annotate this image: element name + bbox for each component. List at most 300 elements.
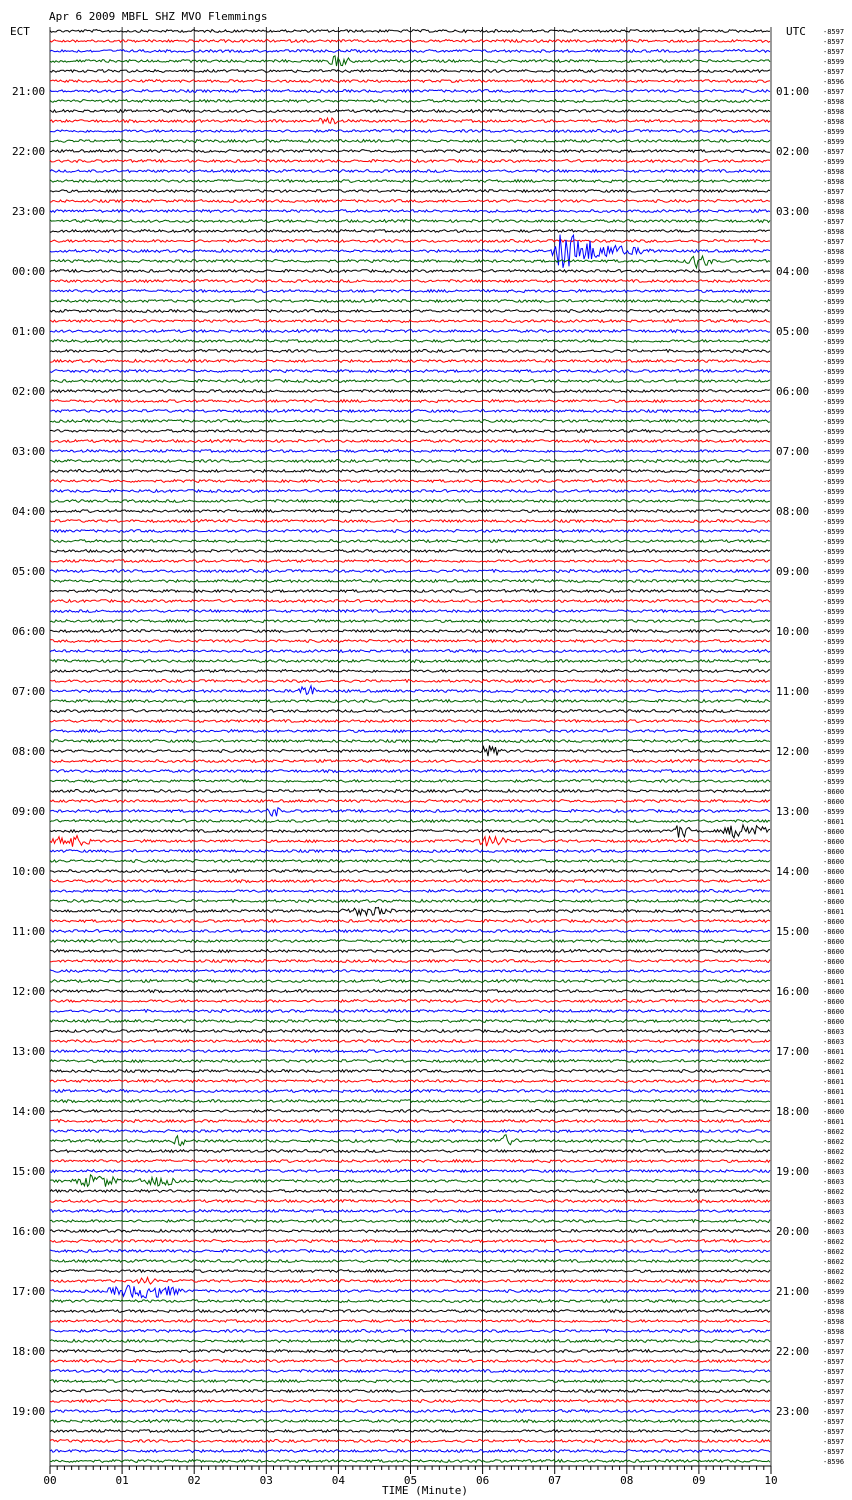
- trace-55: [50, 580, 770, 583]
- x-tick-label: 00: [43, 1474, 57, 1487]
- trace-value-label: -8600: [823, 828, 845, 836]
- trace-140: [50, 1430, 770, 1433]
- trace-100: [50, 1030, 770, 1033]
- trace-21: [50, 240, 770, 243]
- trace-value-label: -8602: [823, 1278, 845, 1286]
- left-hour-label: 06:00: [12, 625, 46, 638]
- trace-115: [50, 1175, 770, 1187]
- trace-value-label: -8599: [823, 738, 845, 746]
- trace-62: [50, 650, 770, 653]
- trace-value-label: -8603: [823, 1198, 845, 1206]
- trace-67: [50, 700, 770, 703]
- trace-58: [50, 610, 770, 613]
- trace-value-label: -8599: [823, 558, 845, 566]
- trace-4: [50, 70, 770, 73]
- trace-value-label: -8601: [823, 1048, 845, 1056]
- trace-value-label: -8598: [823, 1318, 845, 1326]
- trace-37: [50, 400, 770, 403]
- trace-value-label: -8599: [823, 638, 845, 646]
- trace-value-label: -8599: [823, 488, 845, 496]
- trace-value-label: -8599: [823, 668, 845, 676]
- trace-73: [50, 760, 770, 763]
- trace-2: [50, 50, 770, 53]
- trace-119: [50, 1220, 770, 1223]
- right-hour-label: 22:00: [776, 1345, 810, 1358]
- trace-value-label: -8599: [823, 158, 845, 166]
- trace-value-label: -8600: [823, 1108, 845, 1116]
- trace-value-label: -8597: [823, 1438, 845, 1446]
- trace-105: [50, 1080, 770, 1083]
- trace-value-label: -8600: [823, 938, 845, 946]
- trace-72: [50, 745, 770, 756]
- trace-28: [50, 310, 770, 313]
- trace-107: [50, 1100, 770, 1103]
- trace-value-label: -8603: [823, 1168, 845, 1176]
- trace-value-label: -8600: [823, 798, 845, 806]
- trace-120: [50, 1230, 770, 1233]
- trace-value-label: -8599: [823, 628, 845, 636]
- trace-value-label: -8602: [823, 1148, 845, 1156]
- x-tick-label: 08: [620, 1474, 634, 1487]
- trace-32: [50, 350, 770, 353]
- trace-value-label: -8599: [823, 608, 845, 616]
- right-hour-label: 07:00: [776, 445, 810, 458]
- trace-value-label: -8599: [823, 368, 845, 376]
- trace-value-label: -8599: [823, 448, 845, 456]
- trace-value-label: -8602: [823, 1158, 845, 1166]
- trace-value-label: -8598: [823, 98, 845, 106]
- trace-31: [50, 340, 770, 343]
- right-hour-label: 03:00: [776, 205, 810, 218]
- trace-63: [50, 660, 770, 663]
- trace-value-label: -8598: [823, 1308, 845, 1316]
- right-hour-label: 01:00: [776, 85, 810, 98]
- trace-65: [50, 680, 770, 683]
- left-hour-label: 23:00: [12, 205, 46, 218]
- left-hour-label: 17:00: [12, 1285, 46, 1298]
- trace-value-label: -8600: [823, 788, 845, 796]
- trace-value-label: -8599: [823, 688, 845, 696]
- trace-103: [50, 1060, 770, 1063]
- trace-value-label: -8602: [823, 1248, 845, 1256]
- trace-53: [50, 560, 770, 563]
- trace-116: [50, 1190, 770, 1193]
- left-hour-label: 14:00: [12, 1105, 46, 1118]
- trace-value-label: -8599: [823, 518, 845, 526]
- trace-42: [50, 450, 770, 453]
- right-hour-label: 19:00: [776, 1165, 810, 1178]
- trace-value-label: -8602: [823, 1188, 845, 1196]
- right-hour-label: 11:00: [776, 685, 810, 698]
- trace-82: [50, 850, 770, 853]
- trace-85: [50, 880, 770, 883]
- trace-44: [50, 470, 770, 473]
- trace-92: [50, 950, 770, 953]
- trace-122: [50, 1250, 770, 1253]
- trace-90: [50, 930, 770, 933]
- trace-value-label: -8597: [823, 1348, 845, 1356]
- trace-value-label: -8599: [823, 698, 845, 706]
- trace-117: [50, 1200, 770, 1203]
- left-hour-label: 16:00: [12, 1225, 46, 1238]
- trace-83: [50, 860, 770, 863]
- trace-value-label: -8599: [823, 758, 845, 766]
- trace-1: [50, 40, 770, 43]
- trace-77: [50, 800, 770, 803]
- trace-101: [50, 1040, 770, 1043]
- trace-value-label: -8601: [823, 1098, 845, 1106]
- trace-70: [50, 730, 770, 733]
- trace-45: [50, 480, 770, 483]
- left-hour-label: 19:00: [12, 1405, 46, 1418]
- right-hour-label: 14:00: [776, 865, 810, 878]
- trace-102: [50, 1050, 770, 1053]
- trace-value-label: -8602: [823, 1238, 845, 1246]
- left-hour-label: 11:00: [12, 925, 46, 938]
- trace-41: [50, 440, 770, 443]
- trace-110: [50, 1130, 770, 1133]
- trace-95: [50, 980, 770, 983]
- trace-131: [50, 1340, 770, 1343]
- trace-value-label: -8600: [823, 878, 845, 886]
- x-tick-label: 07: [548, 1474, 562, 1487]
- trace-19: [50, 220, 770, 223]
- trace-84: [50, 870, 770, 873]
- trace-value-label: -8603: [823, 1038, 845, 1046]
- trace-value-label: -8597: [823, 148, 845, 156]
- trace-value-label: -8597: [823, 1408, 845, 1416]
- trace-value-label: -8599: [823, 658, 845, 666]
- trace-61: [50, 640, 770, 643]
- trace-value-label: -8599: [823, 708, 845, 716]
- trace-97: [50, 1000, 770, 1003]
- trace-value-label: -8599: [823, 358, 845, 366]
- right-hour-label: 16:00: [776, 985, 810, 998]
- trace-value-label: -8599: [823, 728, 845, 736]
- trace-33: [50, 360, 770, 363]
- trace-20: [50, 230, 770, 233]
- trace-125: [50, 1277, 770, 1284]
- right-hour-label: 20:00: [776, 1225, 810, 1238]
- trace-value-label: -8597: [823, 1448, 845, 1456]
- trace-value-label: -8599: [823, 468, 845, 476]
- trace-139: [50, 1420, 770, 1423]
- trace-12: [50, 150, 770, 153]
- trace-69: [50, 720, 770, 723]
- trace-value-label: -8603: [823, 1208, 845, 1216]
- trace-value-label: -8602: [823, 1058, 845, 1066]
- trace-78: [50, 808, 770, 817]
- left-hour-label: 01:00: [12, 325, 46, 338]
- trace-value-label: -8597: [823, 1338, 845, 1346]
- trace-value-label: -8601: [823, 888, 845, 896]
- trace-129: [50, 1320, 770, 1323]
- trace-38: [50, 410, 770, 413]
- trace-value-label: -8600: [823, 1018, 845, 1026]
- trace-value-label: -8599: [823, 138, 845, 146]
- trace-value-label: -8600: [823, 968, 845, 976]
- minute-gridlines: [50, 27, 771, 1466]
- trace-23: [50, 256, 770, 268]
- trace-value-label: -8599: [823, 588, 845, 596]
- trace-value-label: -8600: [823, 988, 845, 996]
- trace-127: [50, 1300, 770, 1303]
- left-hour-label: 05:00: [12, 565, 46, 578]
- trace-value-label: -8596: [823, 1458, 845, 1466]
- right-hour-label: 15:00: [776, 925, 810, 938]
- trace-value-label: -8600: [823, 898, 845, 906]
- trace-134: [50, 1370, 770, 1373]
- trace-98: [50, 1010, 770, 1013]
- trace-29: [50, 320, 770, 323]
- trace-141: [50, 1440, 770, 1443]
- trace-10: [50, 130, 770, 133]
- trace-142: [50, 1450, 770, 1453]
- trace-133: [50, 1360, 770, 1363]
- trace-48: [50, 510, 770, 513]
- trace-49: [50, 520, 770, 523]
- trace-value-label: -8602: [823, 1128, 845, 1136]
- trace-value-label: -8597: [823, 1358, 845, 1366]
- left-hour-label: 21:00: [12, 85, 46, 98]
- left-hour-label: 12:00: [12, 985, 46, 998]
- left-hour-label: 13:00: [12, 1045, 46, 1058]
- trace-value-label: -8598: [823, 1298, 845, 1306]
- trace-24: [50, 270, 770, 273]
- trace-136: [50, 1390, 770, 1393]
- trace-value-label: -8597: [823, 88, 845, 96]
- trace-59: [50, 620, 770, 623]
- trace-18: [50, 210, 770, 213]
- trace-value-label: -8597: [823, 38, 845, 46]
- trace-112: [50, 1150, 770, 1153]
- trace-123: [50, 1260, 770, 1263]
- trace-40: [50, 430, 770, 433]
- left-hour-label: 03:00: [12, 445, 46, 458]
- trace-value-label: -8599: [823, 408, 845, 416]
- trace-value-label: -8597: [823, 1428, 845, 1436]
- right-hour-label: 02:00: [776, 145, 810, 158]
- trace-value-label: -8598: [823, 198, 845, 206]
- trace-6: [50, 90, 770, 93]
- trace-91: [50, 940, 770, 943]
- right-hour-label: 12:00: [776, 745, 810, 758]
- right-axis-label: UTC: [786, 25, 806, 38]
- trace-value-label: -8596: [823, 78, 845, 86]
- trace-value-label: -8599: [823, 808, 845, 816]
- right-hour-label: 08:00: [776, 505, 810, 518]
- left-hour-label: 00:00: [12, 265, 46, 278]
- trace-value-label: -8599: [823, 278, 845, 286]
- trace-value-label: -8601: [823, 1068, 845, 1076]
- trace-111: [50, 1135, 770, 1146]
- trace-value-label: -8599: [823, 568, 845, 576]
- left-hour-label: 10:00: [12, 865, 46, 878]
- trace-118: [50, 1210, 770, 1213]
- trace-value-label: -8599: [823, 678, 845, 686]
- trace-value-label: -8599: [823, 378, 845, 386]
- trace-value-label: -8599: [823, 418, 845, 426]
- trace-value-label: -8597: [823, 68, 845, 76]
- trace-value-label: -8599: [823, 308, 845, 316]
- trace-81: [50, 836, 770, 847]
- trace-value-label: -8598: [823, 178, 845, 186]
- trace-14: [50, 170, 770, 173]
- trace-value-label: -8599: [823, 458, 845, 466]
- trace-80: [50, 825, 770, 838]
- trace-value-label: -8599: [823, 58, 845, 66]
- trace-value-label: -8600: [823, 868, 845, 876]
- trace-99: [50, 1020, 770, 1023]
- right-hour-label: 18:00: [776, 1105, 810, 1118]
- trace-138: [50, 1410, 770, 1413]
- trace-value-label: -8597: [823, 218, 845, 226]
- trace-value-label: -8599: [823, 398, 845, 406]
- trace-108: [50, 1110, 770, 1113]
- trace-17: [50, 200, 770, 203]
- trace-143: [50, 1460, 770, 1463]
- right-hour-label: 17:00: [776, 1045, 810, 1058]
- trace-39: [50, 420, 770, 423]
- right-hour-label: 13:00: [776, 805, 810, 818]
- trace-value-label: -8598: [823, 118, 845, 126]
- trace-51: [50, 540, 770, 543]
- trace-value-label: -8599: [823, 748, 845, 756]
- trace-60: [50, 630, 770, 633]
- trace-35: [50, 380, 770, 383]
- trace-value-label: -8599: [823, 508, 845, 516]
- trace-value-label: -8599: [823, 768, 845, 776]
- trace-value-label: -8600: [823, 858, 845, 866]
- trace-value-label: -8599: [823, 328, 845, 336]
- right-hour-label: 09:00: [776, 565, 810, 578]
- trace-75: [50, 780, 770, 783]
- trace-value-label: -8601: [823, 818, 845, 826]
- trace-value-label: -8599: [823, 438, 845, 446]
- trace-value-label: -8600: [823, 918, 845, 926]
- x-tick-label: 03: [259, 1474, 273, 1487]
- trace-89: [50, 920, 770, 923]
- trace-value-label: -8600: [823, 998, 845, 1006]
- trace-value-label: -8597: [823, 1398, 845, 1406]
- trace-57: [50, 600, 770, 603]
- right-hour-label: 05:00: [776, 325, 810, 338]
- left-hour-label: 08:00: [12, 745, 46, 758]
- trace-137: [50, 1400, 770, 1403]
- trace-3: [50, 56, 770, 66]
- trace-value-labels: [823, 28, 844, 1466]
- trace-34: [50, 370, 770, 373]
- trace-5: [50, 80, 770, 83]
- trace-16: [50, 190, 770, 193]
- trace-value-label: -8598: [823, 268, 845, 276]
- trace-value-label: -8599: [823, 288, 845, 296]
- trace-124: [50, 1270, 770, 1273]
- trace-66: [50, 686, 770, 695]
- trace-56: [50, 590, 770, 593]
- trace-value-label: -8598: [823, 208, 845, 216]
- trace-value-label: -8599: [823, 1288, 845, 1296]
- trace-96: [50, 990, 770, 993]
- trace-126: [50, 1285, 770, 1298]
- trace-128: [50, 1310, 770, 1313]
- left-hour-label: 15:00: [12, 1165, 46, 1178]
- trace-46: [50, 490, 770, 493]
- trace-135: [50, 1380, 770, 1383]
- x-tick-label: 01: [115, 1474, 129, 1487]
- trace-value-label: -8600: [823, 848, 845, 856]
- left-axis-label: ECT: [10, 25, 30, 38]
- trace-74: [50, 770, 770, 773]
- trace-value-label: -8598: [823, 108, 845, 116]
- trace-value-label: -8600: [823, 948, 845, 956]
- trace-104: [50, 1070, 770, 1073]
- trace-106: [50, 1090, 770, 1093]
- right-hour-label: 04:00: [776, 265, 810, 278]
- trace-87: [50, 900, 770, 903]
- trace-value-label: -8601: [823, 1088, 845, 1096]
- trace-value-label: -8597: [823, 1378, 845, 1386]
- left-hour-label: 04:00: [12, 505, 46, 518]
- left-hour-label: 09:00: [12, 805, 46, 818]
- trace-15: [50, 180, 770, 183]
- trace-132: [50, 1350, 770, 1353]
- trace-value-label: -8597: [823, 1368, 845, 1376]
- trace-114: [50, 1170, 770, 1173]
- trace-value-label: -8599: [823, 258, 845, 266]
- x-axis-title: TIME (Minute): [381, 1484, 469, 1497]
- trace-76: [50, 790, 770, 793]
- x-tick-label: 09: [692, 1474, 706, 1487]
- trace-value-label: -8598: [823, 1328, 845, 1336]
- trace-value-label: -8602: [823, 1268, 845, 1276]
- trace-value-label: -8597: [823, 188, 845, 196]
- trace-121: [50, 1240, 770, 1243]
- trace-value-label: -8599: [823, 388, 845, 396]
- x-tick-label: 05: [403, 1474, 418, 1487]
- trace-36: [50, 390, 770, 393]
- trace-value-label: -8597: [823, 48, 845, 56]
- trace-value-label: -8597: [823, 1388, 845, 1396]
- x-tick-label: 04: [331, 1474, 346, 1487]
- trace-value-label: -8599: [823, 538, 845, 546]
- seismic-traces: [50, 30, 770, 1463]
- x-tick-label: 10: [764, 1474, 778, 1487]
- trace-54: [50, 570, 770, 573]
- trace-value-label: -8599: [823, 548, 845, 556]
- right-hour-label: 21:00: [776, 1285, 810, 1298]
- trace-value-label: -8599: [823, 478, 845, 486]
- trace-value-label: -8599: [823, 298, 845, 306]
- trace-value-label: -8603: [823, 1228, 845, 1236]
- trace-47: [50, 500, 770, 503]
- trace-value-label: -8600: [823, 838, 845, 846]
- right-hour-label: 06:00: [776, 385, 810, 398]
- trace-79: [50, 820, 770, 823]
- x-tick-label: 06: [475, 1474, 490, 1487]
- trace-value-label: -8598: [823, 168, 845, 176]
- trace-value-label: -8597: [823, 28, 845, 36]
- trace-value-label: -8599: [823, 648, 845, 656]
- trace-value-label: -8602: [823, 1218, 845, 1226]
- trace-value-label: -8599: [823, 528, 845, 536]
- trace-value-label: -8600: [823, 958, 845, 966]
- trace-94: [50, 970, 770, 973]
- trace-8: [50, 110, 770, 113]
- trace-93: [50, 960, 770, 963]
- trace-value-label: -8602: [823, 1138, 845, 1146]
- trace-value-label: -8598: [823, 248, 845, 256]
